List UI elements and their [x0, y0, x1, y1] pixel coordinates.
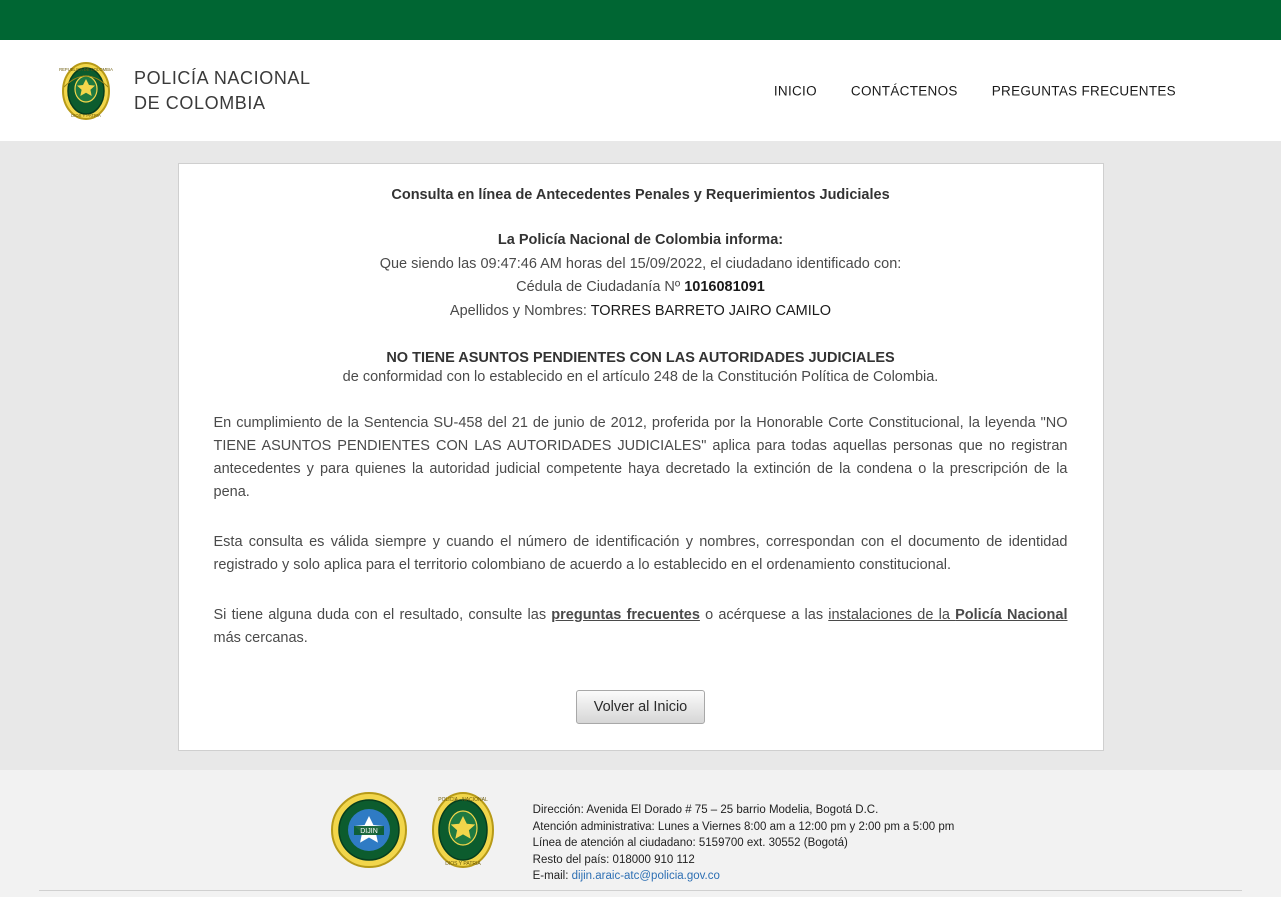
volver-al-inicio-button[interactable]: Volver al Inicio [576, 690, 706, 724]
footer-resto-pais: Resto del país: 018000 910 112 [532, 853, 695, 866]
nombres-value: TORRES BARRETO JAIRO CAMILO [590, 302, 832, 319]
dudas-middle: o acérquese a las [699, 607, 829, 623]
consulta-fecha: 15/09/2022 [629, 255, 703, 272]
top-green-bar [0, 0, 1281, 40]
brand-line-1: POLICÍA NACIONAL [134, 68, 311, 89]
paragraph-sentencia: En cumplimiento de la Sentencia SU-458 del 21 de junio de 2012, proferida por la Honorable Corte Constitucional, la leyenda "NO TIENE ASUNTOS PENDIENTES CON LAS AUTORIDADES JUDICIALES" aplica para todas aquellas personas que no registran antecedentes y para quienes la autoridad judicial competente haya decretado la extinción de la condena o la prescripción de la pena. [213, 415, 1068, 500]
nombres-line [196, 300, 1086, 324]
police-crest-icon-footer [421, 786, 505, 879]
footer-linea-atencion: Línea de atención al ciudadano: 5159700 ext. 30552 (Bogotá) [532, 837, 848, 849]
nav-inicio[interactable]: INICIO [773, 83, 817, 98]
page-body [0, 141, 1281, 770]
site-header [0, 40, 1281, 141]
police-crest-icon [52, 57, 120, 125]
footer-email-line [533, 868, 955, 885]
nombres-label: Apellidos y Nombres: [449, 302, 591, 319]
svg-text:REPUBLICA DE COLOMBIA: REPUBLICA DE COLOMBIA [59, 66, 113, 72]
cedula-line [196, 276, 1086, 300]
button-row [196, 690, 1086, 724]
brand [52, 57, 311, 125]
svg-text:DIOS Y PATRIA: DIOS Y PATRIA [444, 861, 481, 867]
status-badge: NO TIENE ASUNTOS PENDIENTES CON LAS AUTORIDADES JUDICIALES [386, 350, 895, 366]
link-policia-nacional-text: Policía Nacional [955, 607, 1068, 623]
svg-text:DIJIN: DIJIN [359, 828, 378, 835]
footer-email-label: E-mail: [532, 870, 572, 882]
datetime-suffix: , el ciudadano identificado con: [702, 255, 902, 272]
dijin-seal-icon [327, 786, 411, 879]
verdict-subtext: de conformidad con lo establecido en el artículo 248 de la Constitución Política de Colombia. [342, 369, 939, 385]
nav-preguntas-frecuentes[interactable]: PREGUNTAS FRECUENTES [991, 83, 1176, 98]
datetime-line [196, 253, 1086, 277]
brand-line-2: DE COLOMBIA [134, 92, 266, 113]
svg-text:DIOS Y PATRIA: DIOS Y PATRIA [71, 112, 101, 118]
link-instalaciones[interactable] [828, 607, 1067, 623]
paragraph-dudas [214, 604, 1068, 650]
link-preguntas-frecuentes[interactable]: preguntas frecuentes [551, 607, 700, 623]
link-instalaciones-text: instalaciones de la [828, 607, 956, 623]
datetime-middle: horas del [561, 255, 630, 272]
cedula-value: 1016081091 [684, 279, 765, 295]
dudas-suffix: más cercanas. [213, 630, 308, 646]
cedula-label: Cédula de Ciudadanía Nº [516, 279, 685, 295]
footer-email-link[interactable]: dijin.araic-atc@policia.gov.co [571, 870, 720, 882]
nav-contactenos[interactable]: CONTÁCTENOS [850, 83, 958, 98]
result-panel [178, 163, 1104, 751]
citizen-info-block [196, 229, 1086, 323]
footer-direccion: Dirección: Avenida El Dorado # 75 – 25 barrio Modelia, Bogotá D.C. [532, 804, 879, 816]
footer-seals [327, 786, 505, 879]
datetime-prefix: Que siendo las [379, 255, 481, 272]
footer-atencion: Atención administrativa: Lunes a Viernes 8:00 am a 12:00 pm y 2:00 pm a 5:00 pm [532, 820, 955, 833]
svg-text:POLICIA · NACIONAL: POLICIA · NACIONAL [437, 797, 488, 803]
brand-text [134, 66, 311, 115]
main-nav [774, 83, 1176, 98]
paragraph-validez: Esta consulta es válida siempre y cuando el número de identificación y nombres, correspondan con el documento de identidad registrado y solo aplica para el territorio colombiano de acuerdo a lo establecido en el ordenamiento constitucional. [213, 534, 1068, 573]
informa-line: La Policía Nacional de Colombia informa: [497, 232, 784, 248]
consulta-hora: 09:47:46 AM [480, 255, 562, 272]
page-title: Consulta en línea de Antecedentes Penales y Requerimientos Judiciales [391, 187, 890, 203]
footer-contact-info [533, 786, 955, 885]
site-footer [0, 770, 1281, 897]
dudas-prefix: Si tiene alguna duda con el resultado, consulte las [213, 607, 552, 623]
footer-divider [39, 890, 1242, 891]
